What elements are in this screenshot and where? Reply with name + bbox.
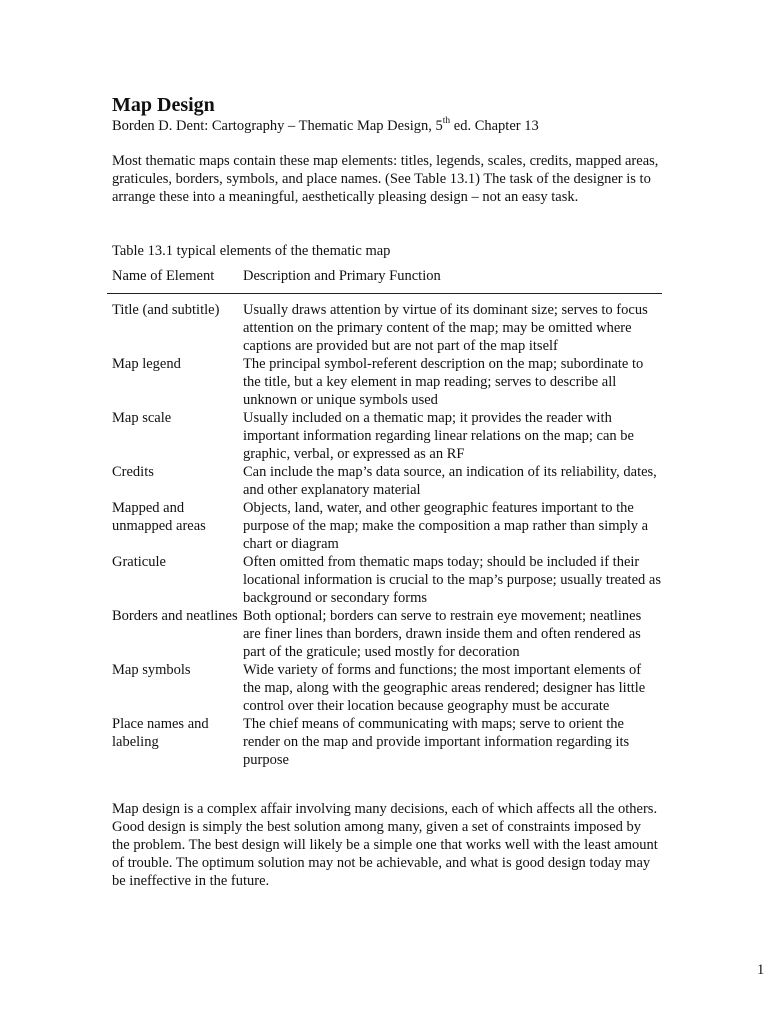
- element-name-cell: Map legend: [112, 356, 181, 372]
- column-header-description: Description and Primary Function: [243, 268, 441, 284]
- element-description-cell: Usually included on a thematic map; it provides the reader with important information regarding linear relations on the map; can be graphic, verbal, or expressed as an RF: [243, 410, 634, 462]
- table-row: [112, 661, 662, 715]
- element-description-cell: Often omitted from thematic maps today; should be included if their locational information is crucial to the map’s purpose; usually treated as background or secondary forms: [243, 554, 661, 606]
- table-row: [112, 463, 662, 499]
- source-citation: [112, 117, 539, 135]
- column-header-name: Name of Element: [112, 268, 215, 284]
- element-description-cell: Both optional; borders can serve to restrain eye movement; neatlines are finer lines than borders, drawn inside them and often rendered as part of the graticule; used mostly for decoration: [243, 608, 642, 660]
- table-row: [112, 301, 662, 355]
- table-row: [112, 499, 662, 553]
- table-row: [112, 355, 662, 409]
- element-name-cell: Graticule: [112, 554, 166, 570]
- intro-paragraph: Most thematic maps contain these map elements: titles, legends, scales, credits, mapped areas, graticules, borders, symbols, and place names. (See Table 13.1) The task of the designer is to arrange these into a meaningful, aesthetically pleasing design – not an easy task.: [112, 153, 659, 205]
- table-header-rule: [107, 293, 662, 294]
- element-description-cell: Objects, land, water, and other geographic features important to the purpose of the map; make the composition a map rather than simply a chart or diagram: [243, 500, 649, 552]
- citation-text-end: ed. Chapter 13: [450, 118, 539, 134]
- page-title: Map Design: [112, 94, 215, 116]
- table-row: [112, 409, 662, 463]
- table-caption: Table 13.1 typical elements of the thematic map: [112, 243, 391, 259]
- table-row: [112, 715, 662, 769]
- element-name-cell: Borders and neatlines: [112, 608, 238, 624]
- citation-text: Borden D. Dent: Cartography – Thematic Map Design, 5: [112, 118, 443, 134]
- table-row: [112, 607, 662, 661]
- element-name-cell: Map symbols: [112, 662, 191, 678]
- element-name-cell: Mapped and unmapped areas: [112, 500, 206, 534]
- element-description-cell: The principal symbol-referent description on the map; subordinate to the title, but a key element in map reading; serves to describe all unknown or unique symbols used: [243, 356, 644, 408]
- element-description-cell: The chief means of communicating with maps; serve to orient the render on the map and provide important information regarding its purpose: [243, 716, 630, 768]
- element-name-cell: Place names and labeling: [112, 716, 209, 750]
- element-name-cell: Title (and subtitle): [112, 302, 220, 318]
- element-description-cell: Can include the map’s data source, an indication of its reliability, dates, and other explanatory material: [243, 464, 657, 498]
- element-description-cell: Usually draws attention by virtue of its dominant size; serves to focus attention on the primary content of the map; may be omitted where captions are provided but are not part of the map itself: [243, 302, 648, 354]
- closing-paragraph: Map design is a complex affair involving many decisions, each of which affects all the others. Good design is simply the best solution among many, given a set of constraints imposed by the problem. The best design will likely be a simple one that works well with the least amount of trouble. The optimum solution may not be achievable, and what is good design today may be ineffective in the future.: [112, 801, 658, 889]
- table-row: [112, 553, 662, 607]
- element-description-cell: Wide variety of forms and functions; the most important elements of the map, along with the geographic areas rendered; designer has little control over their location because geography must be accurate: [243, 662, 646, 714]
- element-name-cell: Credits: [112, 464, 154, 480]
- element-name-cell: Map scale: [112, 410, 172, 426]
- page-number: 1: [757, 962, 765, 978]
- table-body: [112, 301, 662, 769]
- edition-superscript: th: [442, 116, 451, 127]
